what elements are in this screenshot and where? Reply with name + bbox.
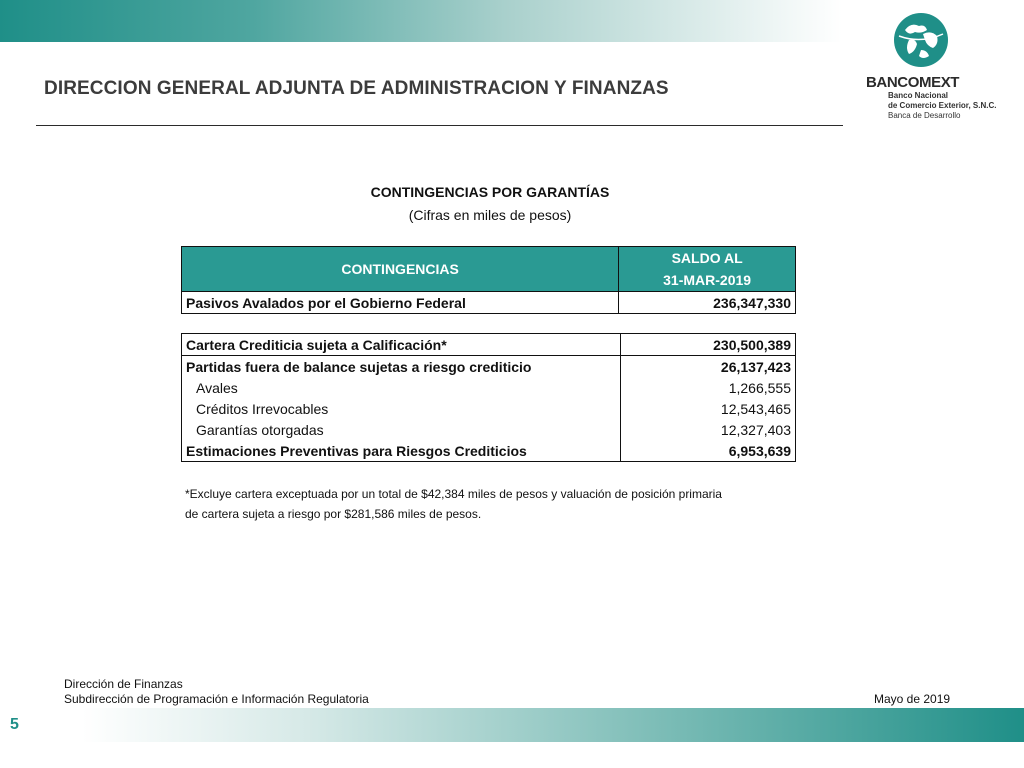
footer-band [0,708,1024,742]
footnote [185,484,805,524]
column-header-saldo [619,247,796,292]
page-title: DIRECCION GENERAL ADJUNTA DE ADMINISTRACION Y FINANZAS [44,78,669,99]
row-value: 6,953,639 [621,440,796,462]
row-value: 12,327,403 [621,419,796,440]
page-number: 5 [10,716,19,733]
column-header-saldo-line-1: SALDO AL [671,250,743,266]
table-row [182,292,796,314]
column-header-saldo-line-2: 31-MAR-2019 [663,272,752,288]
table-row [182,440,796,462]
table-row [182,334,796,356]
row-value: 12,543,465 [621,398,796,419]
contingencias-header-table [181,246,796,314]
row-value: 1,266,555 [621,377,796,398]
footnote-line-1: *Excluye cartera exceptuada por un total de $42,384 miles de pesos y valuación de posición primaria [185,487,722,501]
bancomext-logo [858,8,998,123]
report-subtitle: (Cifras en miles de pesos) [408,207,572,223]
logo-brand: BANCOMEXT [866,74,960,91]
footer-date: Mayo de 2019 [874,692,951,706]
footer-subdepartment: Subdirección de Programación e Información Regulatoria [64,692,369,706]
row-label: Pasivos Avalados por el Gobierno Federal [182,292,619,314]
row-label: Estimaciones Preventivas para Riesgos Crediticios [182,440,621,462]
logo-line-3: Banca de Desarrollo [888,111,961,120]
globe-logo-icon [891,10,951,70]
row-value: 230,500,389 [621,334,796,356]
header-band [0,0,842,42]
row-label: Partidas fuera de balance sujetas a riesgo crediticio [182,356,621,378]
column-header-contingencias: CONTINGENCIAS [182,247,619,292]
report-title: CONTINGENCIAS POR GARANTÍAS [370,184,610,200]
row-label: Créditos Irrevocables [182,398,621,419]
row-label: Avales [182,377,621,398]
header-divider [36,125,843,126]
contingencias-detail-table [181,333,796,462]
row-value: 236,347,330 [619,292,796,314]
logo-line-2: de Comercio Exterior, S.N.C. [888,101,997,110]
table-row [182,419,796,440]
row-label: Garantías otorgadas [182,419,621,440]
logo-line-1: Banco Nacional [888,91,949,100]
table-row [182,356,796,378]
footer-department: Dirección de Finanzas [64,677,183,691]
table-row [182,398,796,419]
table-header-row [182,247,796,292]
table-row [182,377,796,398]
row-label: Cartera Crediticia sujeta a Calificación* [182,334,621,356]
row-value: 26,137,423 [621,356,796,378]
footnote-line-2: de cartera sujeta a riesgo por $281,586 miles de pesos. [185,507,482,521]
